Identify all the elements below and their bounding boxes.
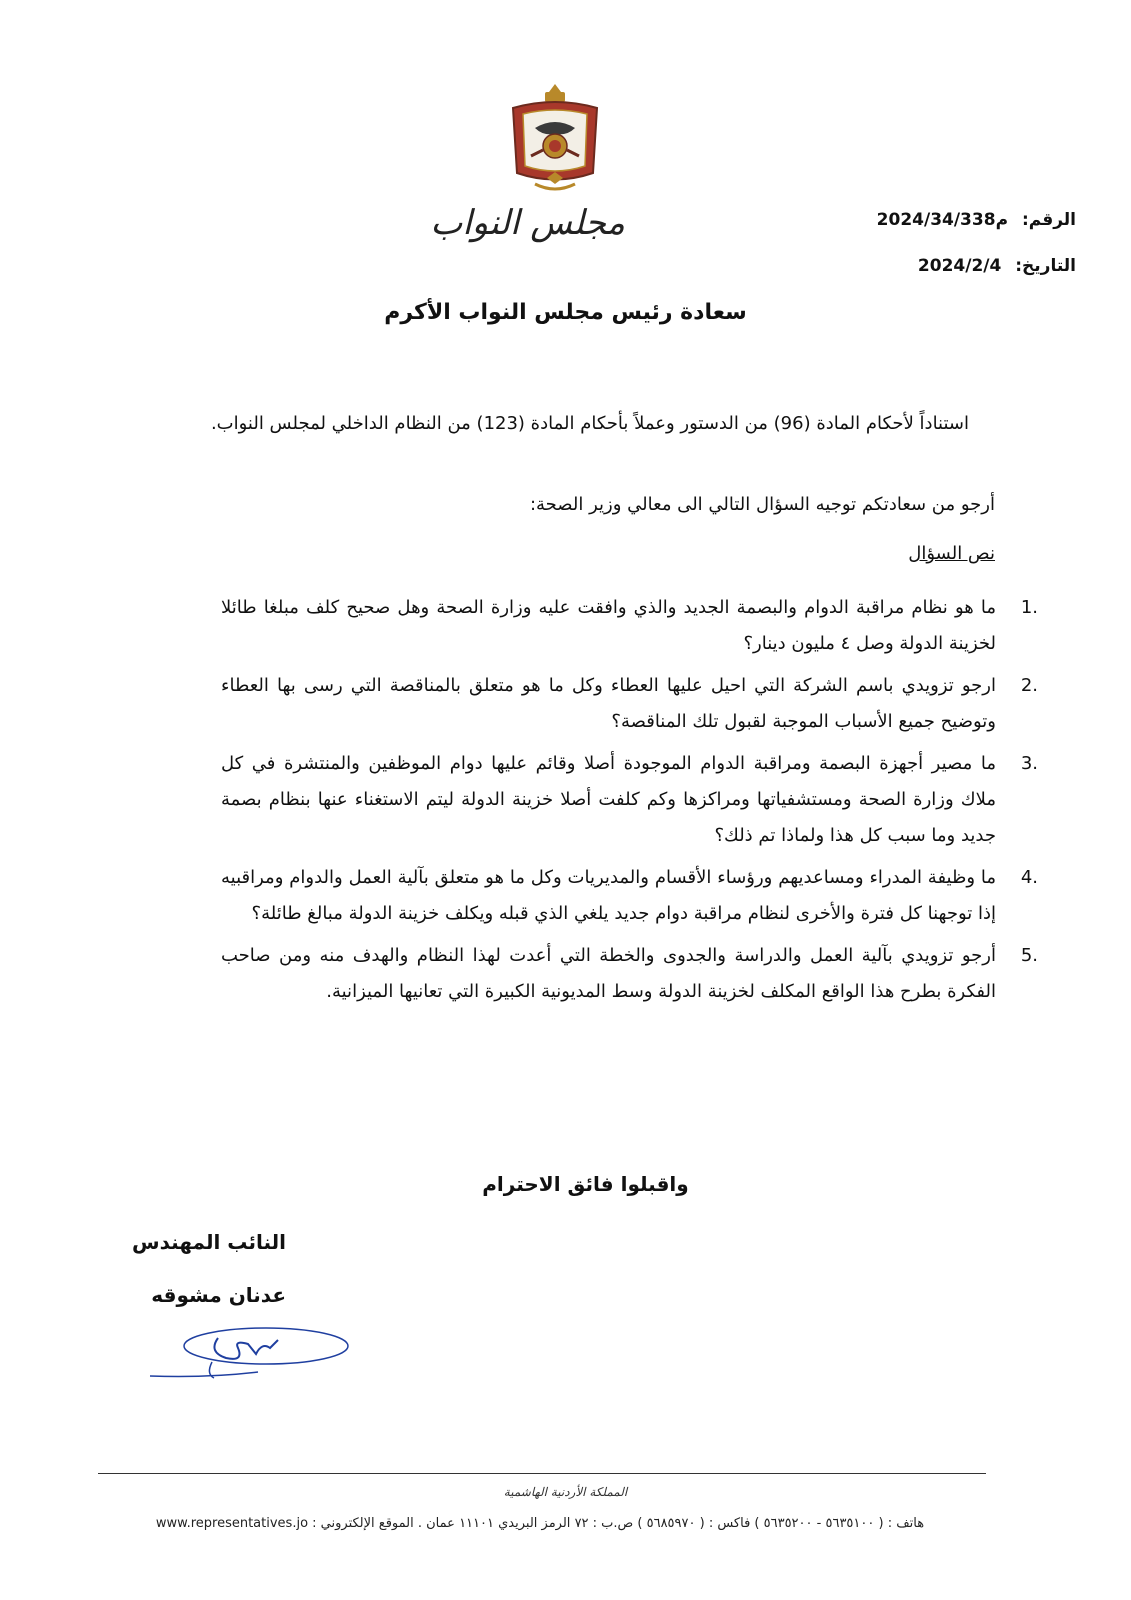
footer-kingdom-calligraphy: المملكة الأردنية الهاشمية bbox=[503, 1485, 628, 1499]
questions-heading: نص السؤال bbox=[908, 543, 995, 564]
request-paragraph: أرجو من سعادتكم توجيه السؤال التالي الى معالي وزير الصحة: bbox=[529, 494, 995, 515]
list-item bbox=[221, 590, 1038, 662]
list-item bbox=[221, 860, 1038, 932]
list-item bbox=[221, 746, 1038, 854]
council-logo-calligraphy: مجلس النواب bbox=[430, 203, 625, 243]
footer-contact-info: هاتف : ( ٥٦٣٥١٠٠ - ٥٦٣٥٢٠٠ ) فاكس : ( ٥٦٨٥٩٧٠ ) ص.ب : ٧٢ الرمز البريدي ١١١٠١ عمان . الموقع الإلكتروني : www.representatives.jo bbox=[155, 1516, 925, 1531]
item-text: ما هو نظام مراقبة الدوام والبصمة الجديد والذي وافقت عليه وزارة الصحة وهل صحيح كلف مبلغا طائلا لخزينة الدولة وصل ٤ مليون دينار؟ bbox=[221, 597, 996, 654]
item-number: 3. bbox=[1020, 753, 1038, 774]
closing-salutation: واقبلوا فائق الاحترام bbox=[482, 1172, 689, 1196]
item-text: أرجو تزويدي بآلية العمل والدراسة والجدوى والخطة التي أعدت لهذا النظام والهدف منه ومن صاحب الفكرة بطرح هذا الواقع المكلف لخزينة الدولة وسط المديونية الكبيرة التي تعانيها الميزانية. bbox=[221, 945, 996, 1002]
list-item bbox=[221, 938, 1038, 1010]
footer-divider bbox=[98, 1473, 986, 1474]
signatory-name: عدنان مشوقه bbox=[151, 1283, 286, 1307]
item-text: ما وظيفة المدراء ومساعديهم ورؤساء الأقسام والمديريات وكل ما هو متعلق بآلية العمل والدوام ومراقبيه إذا توجهنا كل فترة والأخرى لنظام مراقبة دوام جديد يلغي الذي قبله ويكلف خزينة الدولة مبالغ طائلة؟ bbox=[221, 867, 996, 924]
item-text: ما مصير أجهزة البصمة ومراقبة الدوام الموجودة أصلا وقائم عليها دوام الموظفين والمنتشرة في كل ملاك وزارة الصحة ومستشفياتها ومراكزها وكم كلفت أصلا خزينة الدولة ليتم الاستغناء عنها بنظام بصمة جديد وما سبب كل هذا ولماذا تم ذلك؟ bbox=[221, 753, 996, 846]
item-number: 2. bbox=[1020, 675, 1038, 696]
reference-value: م2024/34/338 bbox=[876, 210, 1009, 230]
handwritten-signature bbox=[148, 1318, 353, 1388]
item-number: 1. bbox=[1020, 597, 1038, 618]
list-item bbox=[221, 668, 1038, 740]
signatory-title: النائب المهندس bbox=[132, 1230, 286, 1254]
addressee-heading: سعادة رئيس مجلس النواب الأكرم bbox=[384, 300, 747, 325]
date-label: التاريخ: bbox=[1015, 256, 1076, 276]
questions-list bbox=[221, 590, 1038, 1016]
date-value: 2024/2/4 bbox=[917, 256, 1002, 276]
item-number: 5. bbox=[1020, 945, 1038, 966]
reference-label: الرقم: bbox=[1021, 210, 1076, 230]
intro-paragraph: استناداً لأحكام المادة (96) من الدستور وعملاً بأحكام المادة (123) من النظام الداخلي لمجلس النواب. bbox=[210, 413, 969, 434]
reference-number bbox=[877, 210, 1076, 230]
item-number: 4. bbox=[1020, 867, 1038, 888]
coat-of-arms-emblem bbox=[505, 78, 605, 200]
letter-date bbox=[918, 256, 1076, 276]
item-text: ارجو تزويدي باسم الشركة التي احيل عليها العطاء وكل ما هو متعلق بالمناقصة التي رسى بها العطاء وتوضيح جميع الأسباب الموجبة لقبول تلك المناقصة؟ bbox=[221, 675, 996, 732]
